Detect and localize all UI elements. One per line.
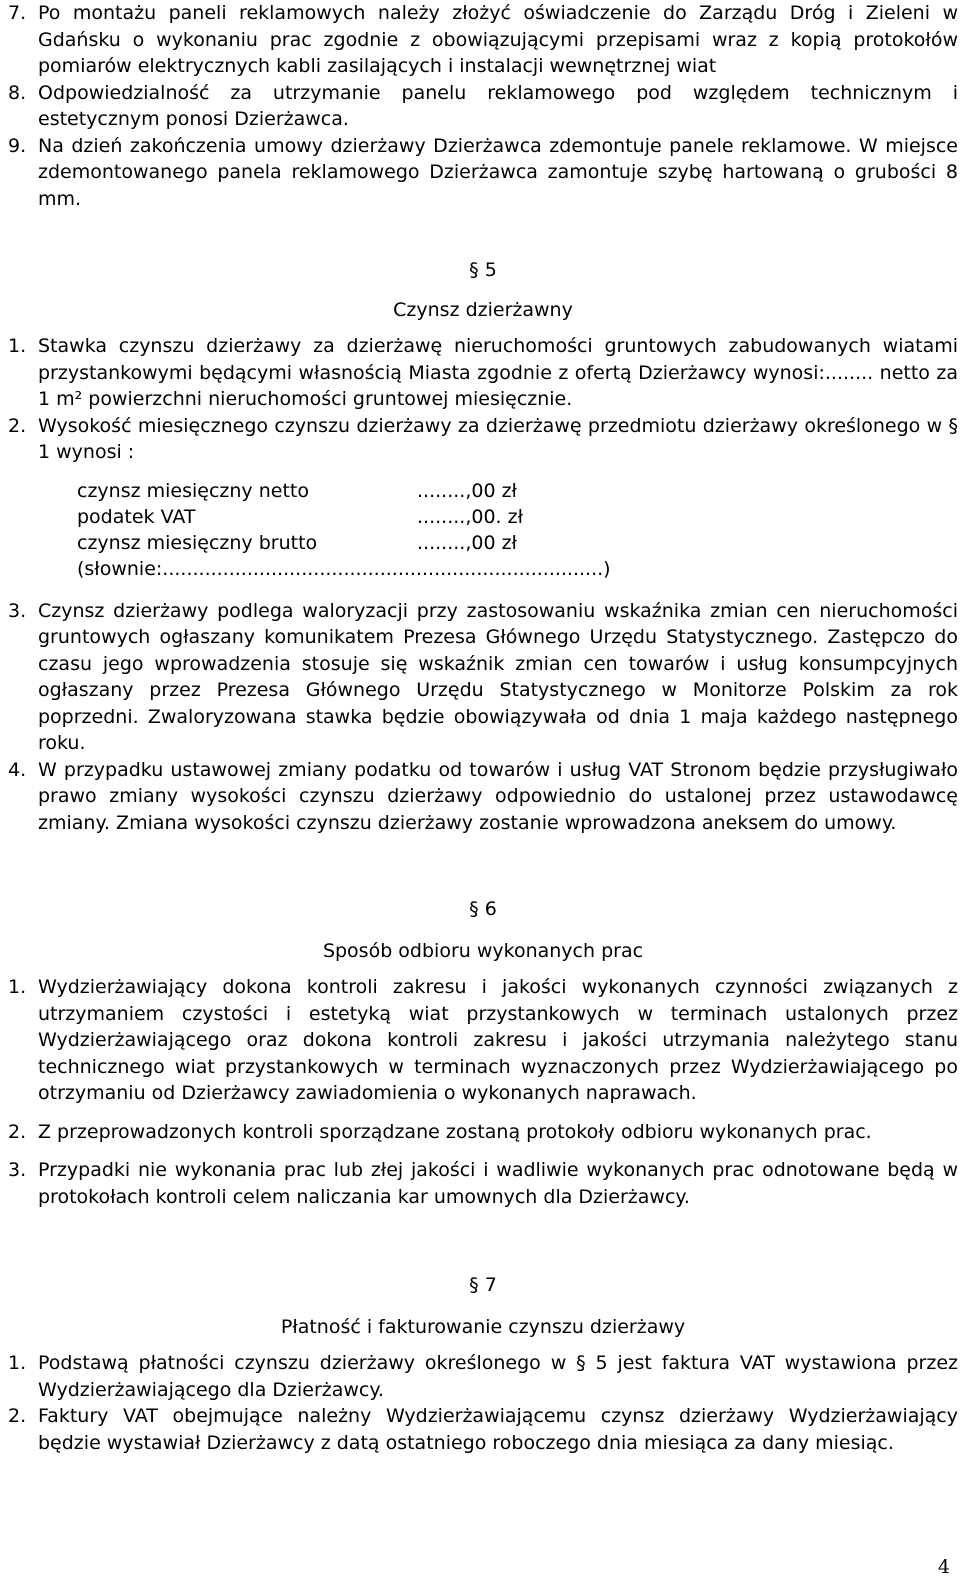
list-item	[8, 0, 958, 80]
item-number: 3.	[8, 599, 27, 622]
amount-label: podatek VAT	[77, 505, 196, 528]
list-item	[8, 413, 958, 466]
item-number: 3.	[8, 1159, 27, 1181]
s5-items	[8, 333, 958, 466]
page-number: 4	[937, 1556, 950, 1578]
item-text: Podstawą płatności czynszu dzierżawy określonego w § 5 jest faktura VAT wystawiona przez Wydzierżawiającego dla Dzierżawcy.	[38, 1352, 958, 1401]
item-number: 2.	[8, 1120, 27, 1143]
amount-value: ........,00 zł	[417, 479, 517, 502]
s6-items	[8, 974, 958, 1210]
item-number: 1.	[8, 976, 27, 998]
section-title-7: Płatność i fakturowanie czynszu dzierżawy	[280, 1316, 686, 1338]
amount-row	[77, 504, 958, 530]
item-number: 2.	[8, 414, 27, 437]
item-text: Wysokość miesięcznego czynszu dzierżawy za dzierżawę przedmiotu dzierżawy określonego w § 1 wynosi :	[38, 414, 958, 463]
item-text: Z przeprowadzonych kontroli sporządzane zostaną protokoły odbioru wykonanych prac.	[38, 1120, 872, 1143]
rent-amounts	[77, 478, 958, 582]
list-item	[8, 133, 958, 213]
list-item	[8, 333, 958, 413]
list-item	[8, 1157, 958, 1210]
item-text: Faktury VAT obejmujące należny Wydzierżawiającemu czynsz dzierżawy Wydzierżawiający będzie wystawiał Dzierżawcy z datą ostatniego roboczego dnia miesiąca za dany miesiąc.	[38, 1405, 958, 1454]
list-item	[8, 1119, 958, 1146]
list-item	[8, 80, 958, 133]
s7-items	[8, 1350, 958, 1456]
item-text: Na dzień zakończenia umowy dzierżawy Dzierżawca zdemontuje panele reklamowe. W miejsce zdemontowanego panela reklamowego Dzierżawca zamontuje szybę hartowaną o grubości 8 mm.	[38, 134, 958, 210]
item-text: Po montażu paneli reklamowych należy złożyć oświadczenie do Zarządu Dróg i Zieleni w Gdańsku o wykonaniu prac zgodnie z obowiązującymi przepisami wraz z kopią protokołów pomiarów elektrycznych kabli zasilających i instalacji wewnętrznej wiat	[38, 2, 958, 77]
list-item	[8, 598, 958, 757]
item-number: 1.	[8, 335, 27, 357]
list-item	[8, 1350, 958, 1403]
section-symbol-6: § 6	[469, 898, 497, 920]
item-number: 1.	[8, 1352, 27, 1374]
item-number: 2.	[8, 1405, 27, 1427]
document-page	[8, 0, 958, 1456]
amount-label: czynsz miesięczny netto	[77, 479, 309, 502]
amount-row	[77, 530, 958, 556]
section-title-6: Sposób odbioru wykonanych prac	[322, 940, 644, 962]
amount-value: ........,00. zł	[417, 505, 523, 528]
item-text: Stawka czynszu dzierżawy za dzierżawę nieruchomości gruntowych zabudowanych wiatami przystankowymi będącymi własnością Miasta zgodnie z ofertą Dzierżawcy wynosi:........ netto za 1 m² powierzchni nieruchomości gruntowej miesięcznie.	[38, 335, 958, 410]
amount-value: ........,00 zł	[417, 531, 517, 554]
item-number: 8.	[8, 81, 27, 104]
item-number: 4.	[8, 758, 27, 781]
amount-label: czynsz miesięczny brutto	[77, 531, 318, 554]
item-text: Odpowiedzialność za utrzymanie panelu reklamowego pod względem technicznym i estetycznym ponosi Dzierżawca.	[38, 81, 958, 130]
s5-items-continued	[8, 598, 958, 837]
item-number: 9.	[8, 134, 27, 157]
item-text: Wydzierżawiający dokona kontroli zakresu i jakości wykonanych czynności związanych z utrzymaniem czystości i estetyką wiat przystankowych w terminach ustalonych przez Wydzierżawiającego oraz dokona kontroli zakresu i jakości utrzymania należytego stanu technicznego wiat przystankowych w terminach wyznaczonych przez Wydzierżawiającego po otrzymaniu od Dzierżawcy zawiadomienia o wykonanych naprawach.	[38, 976, 958, 1104]
amount-row	[77, 478, 958, 504]
item-text: Przypadki nie wykonania prac lub złej jakości i wadliwie wykonanych prac odnotowane będą w protokołach kontroli celem naliczania kar umownych dla Dzierżawcy.	[38, 1159, 958, 1208]
section-title-5: Czynsz dzierżawny	[393, 299, 573, 321]
list-item	[8, 757, 958, 837]
section-symbol-5: § 5	[469, 259, 497, 281]
item-number: 7.	[8, 2, 27, 24]
item-text: Czynsz dzierżawy podlega waloryzacji przy zastosowaniu wskaźnika zmian cen nieruchomości gruntowych ogłaszany komunikatem Prezesa Głównego Urzędu Statystycznego. Zastępczo do czasu jego wprowadzenia stosuje się wskaźnik zmian cen towarów i usług konsumpcyjnych ogłaszany przez Prezesa Głównego Urzędu Statystycznego w Monitorze Polskim za rok poprzedni. Zwaloryzowana stawka będzie obowiązywała od dnia 1 maja każdego następnego roku.	[38, 599, 958, 754]
list-item	[8, 974, 958, 1107]
s4-items	[8, 0, 958, 212]
item-text: W przypadku ustawowej zmiany podatku od towarów i usług VAT Stronom będzie przysługiwało prawo zmiany wysokości czynszu dzierżawy odpowiednio do ustalonej przez ustawodawcę zmiany. Zmiana wysokości czynszu dzierżawy zostanie wprowadzona aneksem do umowy.	[38, 758, 958, 834]
section-symbol-7: § 7	[469, 1274, 497, 1296]
list-item	[8, 1403, 958, 1456]
amount-in-words: (słownie:.........................................................................)	[77, 557, 611, 580]
